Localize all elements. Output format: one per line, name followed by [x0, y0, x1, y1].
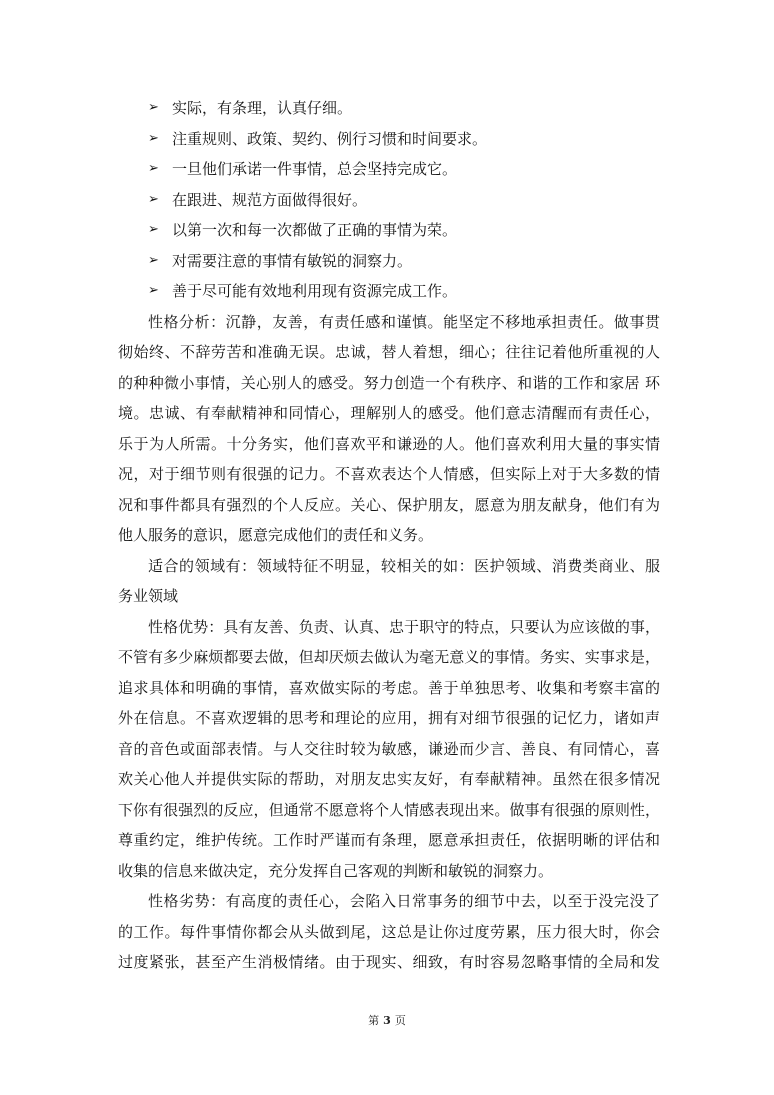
paragraph-line: 乐于为人所需。十分务实，他们喜欢平和谦逊的人。他们喜欢利用大量的事实情	[118, 434, 660, 453]
page-label-prefix: 第	[368, 1014, 380, 1027]
bullet-item	[118, 215, 660, 246]
paragraph-line: 性格分析：沉静，友善，有责任感和谨慎。能坚定不移地承担责任。做事贯	[148, 312, 660, 331]
paragraph-line: 境。忠诚、有奉献精神和同情心，理解别人的感受。他们意志清醒而有责任心，	[118, 404, 660, 422]
paragraph-line: 下你有很强烈的反应，但通常不愿意将个人情感表现出来。做事有很强的原则性，	[118, 800, 660, 819]
bullet-text: 以第一次和每一次都做了正确的事情为荣。	[172, 221, 458, 239]
personality-analysis-paragraph	[118, 307, 660, 551]
arrow-bullet-icon: ➢	[148, 222, 159, 237]
paragraph-line: 彻始终、不辞劳苦和准确无误。忠诚，替人着想，细心；往往记着他所重视的人	[118, 343, 660, 361]
bullet-text: 在跟进、规范方面做得很好。	[172, 190, 368, 209]
page-body	[118, 93, 660, 978]
bullet-list	[118, 93, 660, 307]
paragraph-line: 追求具体和明确的事情，喜欢做实际的考虑。善于单独思考、收集和考察丰富的	[118, 678, 660, 697]
arrow-bullet-icon: ➢	[148, 100, 159, 115]
paragraph-line: 适合的领域有：领域特征不明显，较相关的如：医护领域、消费类商业、服	[148, 556, 660, 575]
paragraph-line: 外在信息。不喜欢逻辑的思考和理论的应用，拥有对细节很强的记忆力，诸如声	[118, 709, 660, 727]
bullet-text: 实际，有条理，认真仔细。	[172, 99, 353, 117]
bullet-item	[118, 154, 660, 185]
paragraph-line: 的工作。每件事情你都会从头做到尾，这总是让你过度劳累，压力很大时，你会	[118, 922, 660, 941]
weaknesses-paragraph	[118, 886, 660, 978]
bullet-text: 一旦他们承诺一件事情，总会坚持完成它。	[172, 160, 458, 178]
bullet-item	[118, 93, 660, 124]
paragraph-line: 性格劣势：有高度的责任心，会陷入日常事务的细节中去，以至于没完没了	[148, 892, 660, 910]
paragraph-line: 欢关心他人并提供实际的帮助，对朋友忠实友好，有奉献精神。虽然在很多情况	[118, 770, 660, 788]
paragraph-line: 不管有多少麻烦都要去做，但却厌烦去做认为毫无意义的事情。务实、实事求是，	[118, 648, 660, 666]
arrow-bullet-icon: ➢	[148, 252, 159, 268]
arrow-bullet-icon: ➢	[148, 130, 159, 146]
arrow-bullet-icon: ➢	[148, 161, 159, 176]
bullet-item	[118, 185, 660, 216]
page-number: 3	[383, 1014, 391, 1027]
arrow-bullet-icon: ➢	[148, 283, 159, 298]
paragraph-line: 务业领域	[118, 587, 179, 605]
paragraph-line: 况，对于细节则有很强的记力。不喜欢表达个人情感，但实际上对于大多数的情	[118, 465, 660, 483]
bullet-text: 善于尽可能有效地利用现有资源完成工作。	[172, 282, 458, 300]
paragraph-line: 况和事件都具有强烈的个人反应。关心、保护朋友，愿意为朋友献身，他们有为	[118, 495, 660, 514]
paragraph-line: 音的音色或面部表情。与人交往时较为敏感，谦逊而少言、善良、有同情心，喜	[118, 739, 660, 758]
strengths-paragraph	[118, 612, 660, 887]
bullet-item	[118, 246, 660, 277]
arrow-bullet-icon: ➢	[148, 191, 159, 207]
bullet-item	[118, 276, 660, 307]
suitable-fields-paragraph	[118, 551, 660, 612]
bullet-text: 对需要注意的事情有敏锐的洞察力。	[172, 251, 413, 270]
bullet-text: 注重规则、政策、契约、例行习惯和时间要求。	[172, 129, 488, 148]
paragraph-line: 他人服务的意识，愿意完成他们的责任和义务。	[118, 526, 434, 544]
bullet-item	[118, 124, 660, 155]
paragraph-line: 过度紧张，甚至产生消极情绪。由于现实、细致，有时容易忽略事情的全局和发	[118, 953, 660, 971]
paragraph-line: 性格优势：具有友善、负责、认真、忠于职守的特点，只要认为应该做的事，	[148, 617, 660, 636]
paragraph-line: 尊重约定，维护传统。工作时严谨而有条理，愿意承担责任，依据明晰的评估和	[118, 831, 660, 849]
page-footer	[0, 1012, 774, 1030]
paragraph-line: 的种种微小事情，关心别人的感受。努力创造一个有秩序、和谐的工作和家居 环	[118, 373, 660, 392]
paragraph-line: 收集的信息来做决定，充分发挥自己客观的判断和敏锐的洞察力。	[118, 861, 554, 880]
page-label-suffix: 页	[394, 1014, 406, 1027]
